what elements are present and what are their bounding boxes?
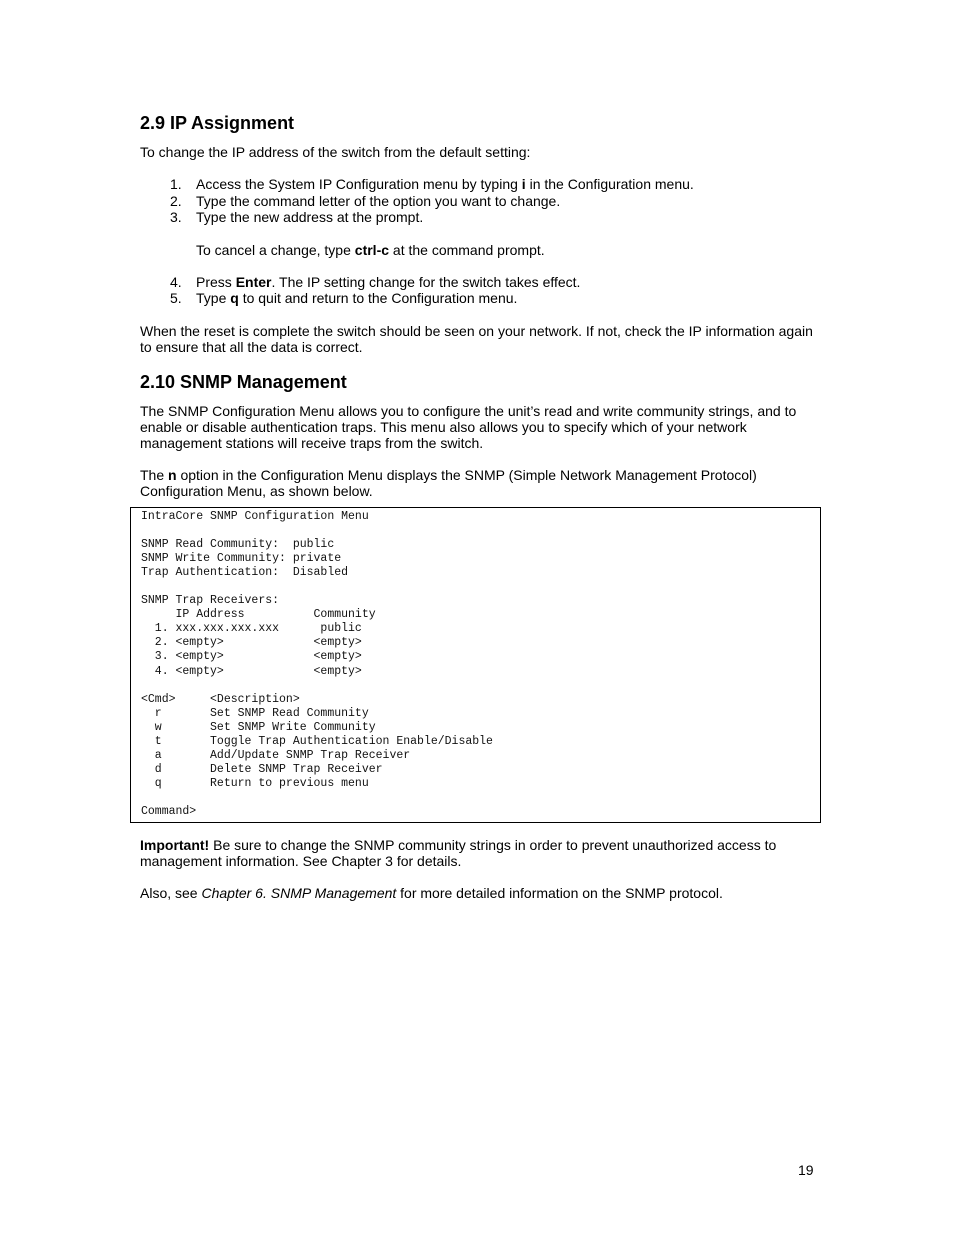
ip-step-item (140, 290, 820, 307)
ip-steps-list-a (140, 176, 820, 226)
console-line: IntraCore SNMP Configuration Menu (141, 509, 369, 523)
console-line: IP Address Community (141, 608, 376, 622)
console-line: 1. xxx.xxx.xxx.xxx public (141, 622, 362, 636)
section-title-snmp-management: 2.10 SNMP Management (140, 371, 347, 392)
console-line: q Return to previous menu (141, 777, 369, 791)
snmp-console-screen (130, 507, 821, 823)
ip-intro: To change the IP address of the switch from the default setting: (140, 144, 531, 160)
console-line (141, 679, 810, 693)
snmp-paragraph-1: The SNMP Configuration Menu allows you to configure the unit’s read and write community strings, and to enable or disable authentication traps. This menu also allows you to specify which of your network management stations will receive traps from the switch. (140, 402, 797, 451)
step-number: 3. (170, 209, 182, 225)
important-note: Important! Be sure to change the SNMP community strings in order to prevent unauthorized access to management information. See Chapter 3 for details. (140, 836, 777, 869)
step-number: 4. (170, 273, 182, 290)
console-line: 4. <empty> <empty> (141, 664, 362, 678)
step-number: 5. (170, 290, 182, 306)
console-line: w Set SNMP Write Community (141, 720, 376, 734)
ip-step-item (140, 209, 820, 226)
step-text: Press Enter. The IP setting change for the switch takes effect. (196, 273, 581, 290)
ip-step-item (140, 274, 820, 291)
step-text: Type the new address at the prompt. (196, 209, 424, 225)
console-line: SNMP Trap Receivers: (141, 594, 280, 608)
section-title-ip-assignment: 2.9 IP Assignment (140, 113, 295, 133)
cancel-note: To cancel a change, type ctrl-c at the command prompt. (196, 241, 545, 258)
step-text: Access the System IP Configuration menu by typing i in the Configuration menu. (196, 176, 694, 192)
also-see-paragraph: Also, see Chapter 6. SNMP Management for more detailed information on the SNMP protocol. (140, 884, 723, 901)
console-line: Trap Authentication: Disabled (141, 565, 349, 579)
console-line: <Cmd> <Description> (141, 692, 300, 706)
ip-step-item (140, 176, 820, 193)
ip-steps-list-b (140, 274, 820, 307)
console-line: SNMP Write Community: private (141, 551, 342, 565)
document-page (140, 110, 820, 901)
console-line: SNMP Read Community: public (141, 537, 335, 551)
console-line: d Delete SNMP Trap Receiver (141, 763, 383, 777)
snmp-paragraph-2: The n option in the Configuration Menu displays the SNMP (Simple Network Management Protocol) Configuration Menu, as shown below. (140, 466, 757, 499)
step-number: 1. (170, 176, 182, 192)
step-text: Type the command letter of the option you want to change. (196, 192, 561, 209)
ip-step-item (140, 193, 820, 210)
console-line: 2. <empty> <empty> (141, 636, 362, 650)
console-line (141, 791, 810, 805)
console-line (141, 580, 810, 594)
ip-closing-paragraph: When the reset is complete the switch should be seen on your network. If not, check the IP information again to ensure that all the data is correct. (140, 322, 813, 355)
console-line: 3. <empty> <empty> (141, 650, 362, 664)
page-number: 19 (798, 1162, 814, 1178)
console-line: r Set SNMP Read Community (141, 706, 369, 720)
console-line: Command> (141, 805, 197, 819)
console-line: a Add/Update SNMP Trap Receiver (141, 749, 411, 763)
console-line (141, 524, 810, 538)
console-line: t Toggle Trap Authentication Enable/Disable (141, 735, 493, 748)
step-number: 2. (170, 192, 182, 209)
step-text: Type q to quit and return to the Configuration menu. (196, 290, 518, 306)
